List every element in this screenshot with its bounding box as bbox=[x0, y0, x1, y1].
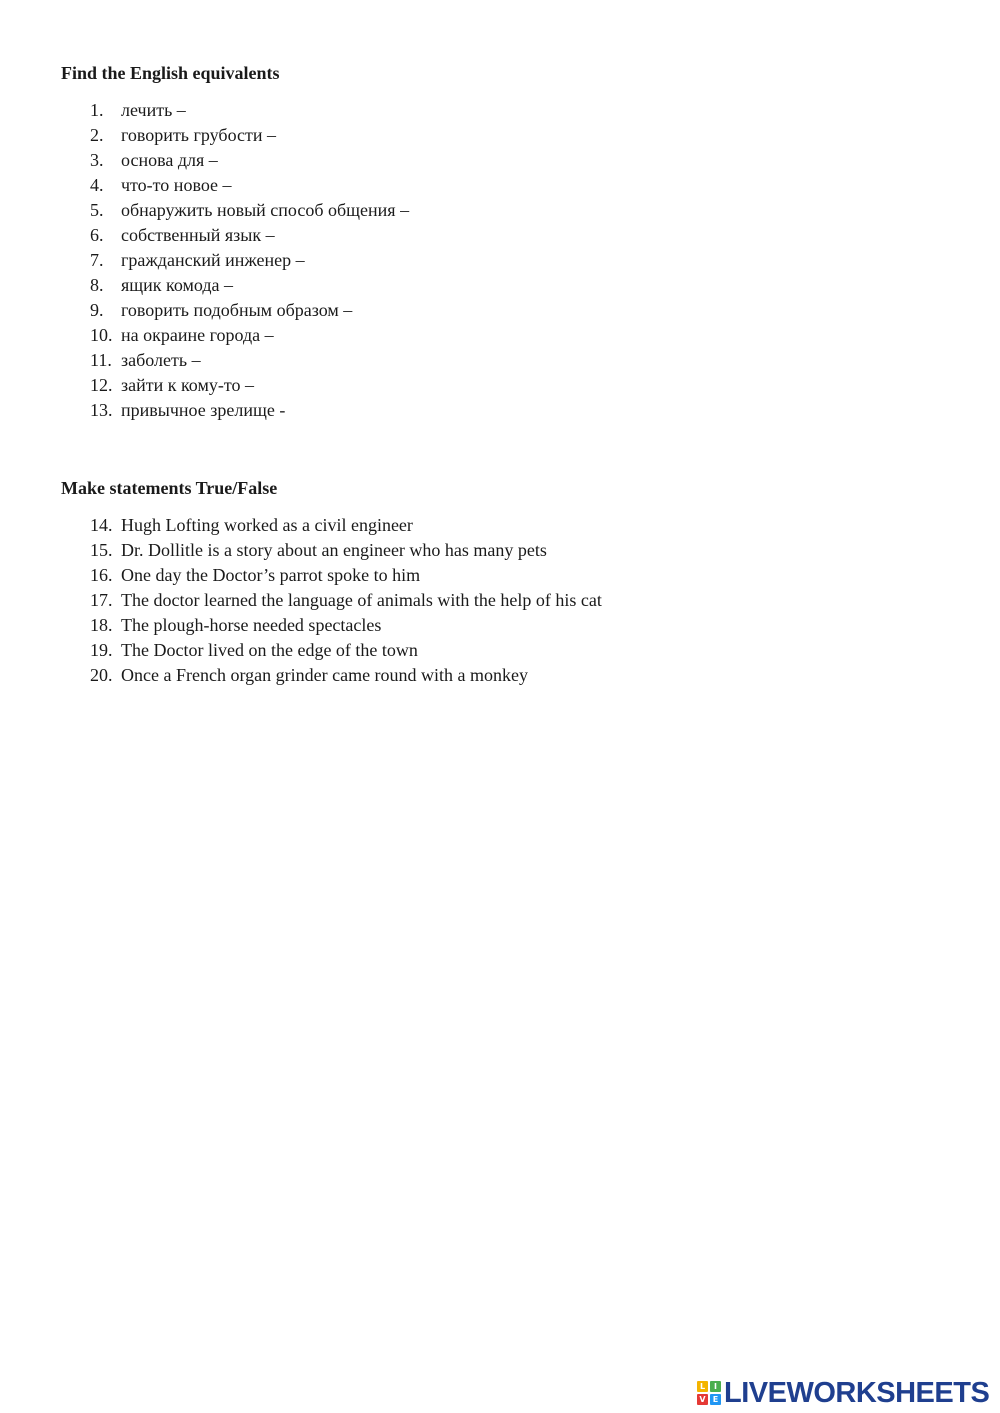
list-item-number: 15. bbox=[90, 540, 113, 560]
list-item-number: 12. bbox=[90, 375, 113, 395]
equivalents-list bbox=[90, 99, 409, 424]
list-item bbox=[90, 174, 409, 199]
liveworksheets-logo-icon bbox=[697, 1381, 721, 1405]
list-item-text: Dr. Dollitle is a story about an engineer who has many pets bbox=[121, 540, 547, 560]
list-item-text: The doctor learned the language of animals with the help of his cat bbox=[121, 590, 602, 610]
list-item-number: 17. bbox=[90, 590, 113, 610]
true-false-list bbox=[90, 514, 602, 689]
list-item-number: 7. bbox=[90, 250, 104, 270]
list-item bbox=[90, 539, 602, 564]
list-item-text: The plough-horse needed spectacles bbox=[121, 615, 382, 635]
list-item bbox=[90, 124, 409, 149]
list-item-number: 6. bbox=[90, 225, 104, 245]
logo-tile-e: E bbox=[710, 1394, 721, 1405]
list-item-text: лечить – bbox=[121, 100, 186, 120]
list-item bbox=[90, 564, 602, 589]
list-item-text: привычное зрелище - bbox=[121, 400, 286, 420]
list-item-number: 5. bbox=[90, 200, 104, 220]
list-item-number: 14. bbox=[90, 515, 113, 535]
list-item bbox=[90, 274, 409, 299]
list-item bbox=[90, 249, 409, 274]
list-item bbox=[90, 514, 602, 539]
liveworksheets-logo-text: LIVEWORKSHEETS bbox=[724, 1377, 990, 1409]
list-item-text: обнаружить новый способ общения – bbox=[121, 200, 410, 220]
list-item bbox=[90, 589, 602, 614]
list-item-text: основа для – bbox=[121, 150, 218, 170]
list-item-text: One day the Doctor’s parrot spoke to him bbox=[121, 565, 421, 585]
list-item bbox=[90, 399, 409, 424]
list-item bbox=[90, 149, 409, 174]
list-item bbox=[90, 374, 409, 399]
section-title-true-false: Make statements True/False bbox=[61, 478, 278, 498]
list-item bbox=[90, 199, 409, 224]
list-item-text: зайти к кому-то – bbox=[121, 375, 254, 395]
list-item-text: что-то новое – bbox=[121, 175, 232, 195]
section-title-equivalents: Find the English equivalents bbox=[61, 63, 280, 83]
list-item bbox=[90, 349, 409, 374]
logo-tile-l: L bbox=[697, 1381, 708, 1392]
list-item-number: 1. bbox=[90, 100, 104, 120]
list-item bbox=[90, 299, 409, 324]
list-item-text: The Doctor lived on the edge of the town bbox=[121, 640, 418, 660]
list-item-number: 3. bbox=[90, 150, 104, 170]
logo-tile-i: I bbox=[710, 1381, 721, 1392]
list-item bbox=[90, 324, 409, 349]
list-item bbox=[90, 664, 602, 689]
list-item-number: 9. bbox=[90, 300, 104, 320]
list-item-text: ящик комода – bbox=[121, 275, 234, 295]
list-item-text: Once a French organ grinder came round with a monkey bbox=[121, 665, 529, 685]
list-item-number: 16. bbox=[90, 565, 113, 585]
list-item bbox=[90, 614, 602, 639]
list-item-number: 18. bbox=[90, 615, 113, 635]
list-item bbox=[90, 99, 409, 124]
list-item-text: на окраине города – bbox=[121, 325, 274, 345]
list-item-number: 13. bbox=[90, 400, 113, 420]
list-item-number: 4. bbox=[90, 175, 104, 195]
list-item-number: 8. bbox=[90, 275, 104, 295]
list-item-text: говорить грубости – bbox=[121, 125, 277, 145]
logo-tile-v: V bbox=[697, 1394, 708, 1405]
list-item-text: Hugh Lofting worked as a civil engineer bbox=[121, 515, 413, 535]
list-item-number: 10. bbox=[90, 325, 113, 345]
list-item bbox=[90, 639, 602, 664]
list-item-text: гражданский инженер – bbox=[121, 250, 305, 270]
list-item-text: говорить подобным образом – bbox=[121, 300, 353, 320]
list-item-number: 11. bbox=[90, 350, 112, 370]
liveworksheets-logo bbox=[697, 1378, 989, 1408]
list-item-text: заболеть – bbox=[121, 350, 201, 370]
list-item-number: 19. bbox=[90, 640, 113, 660]
list-item bbox=[90, 224, 409, 249]
list-item-text: собственный язык – bbox=[121, 225, 275, 245]
list-item-number: 2. bbox=[90, 125, 104, 145]
list-item-number: 20. bbox=[90, 665, 113, 685]
